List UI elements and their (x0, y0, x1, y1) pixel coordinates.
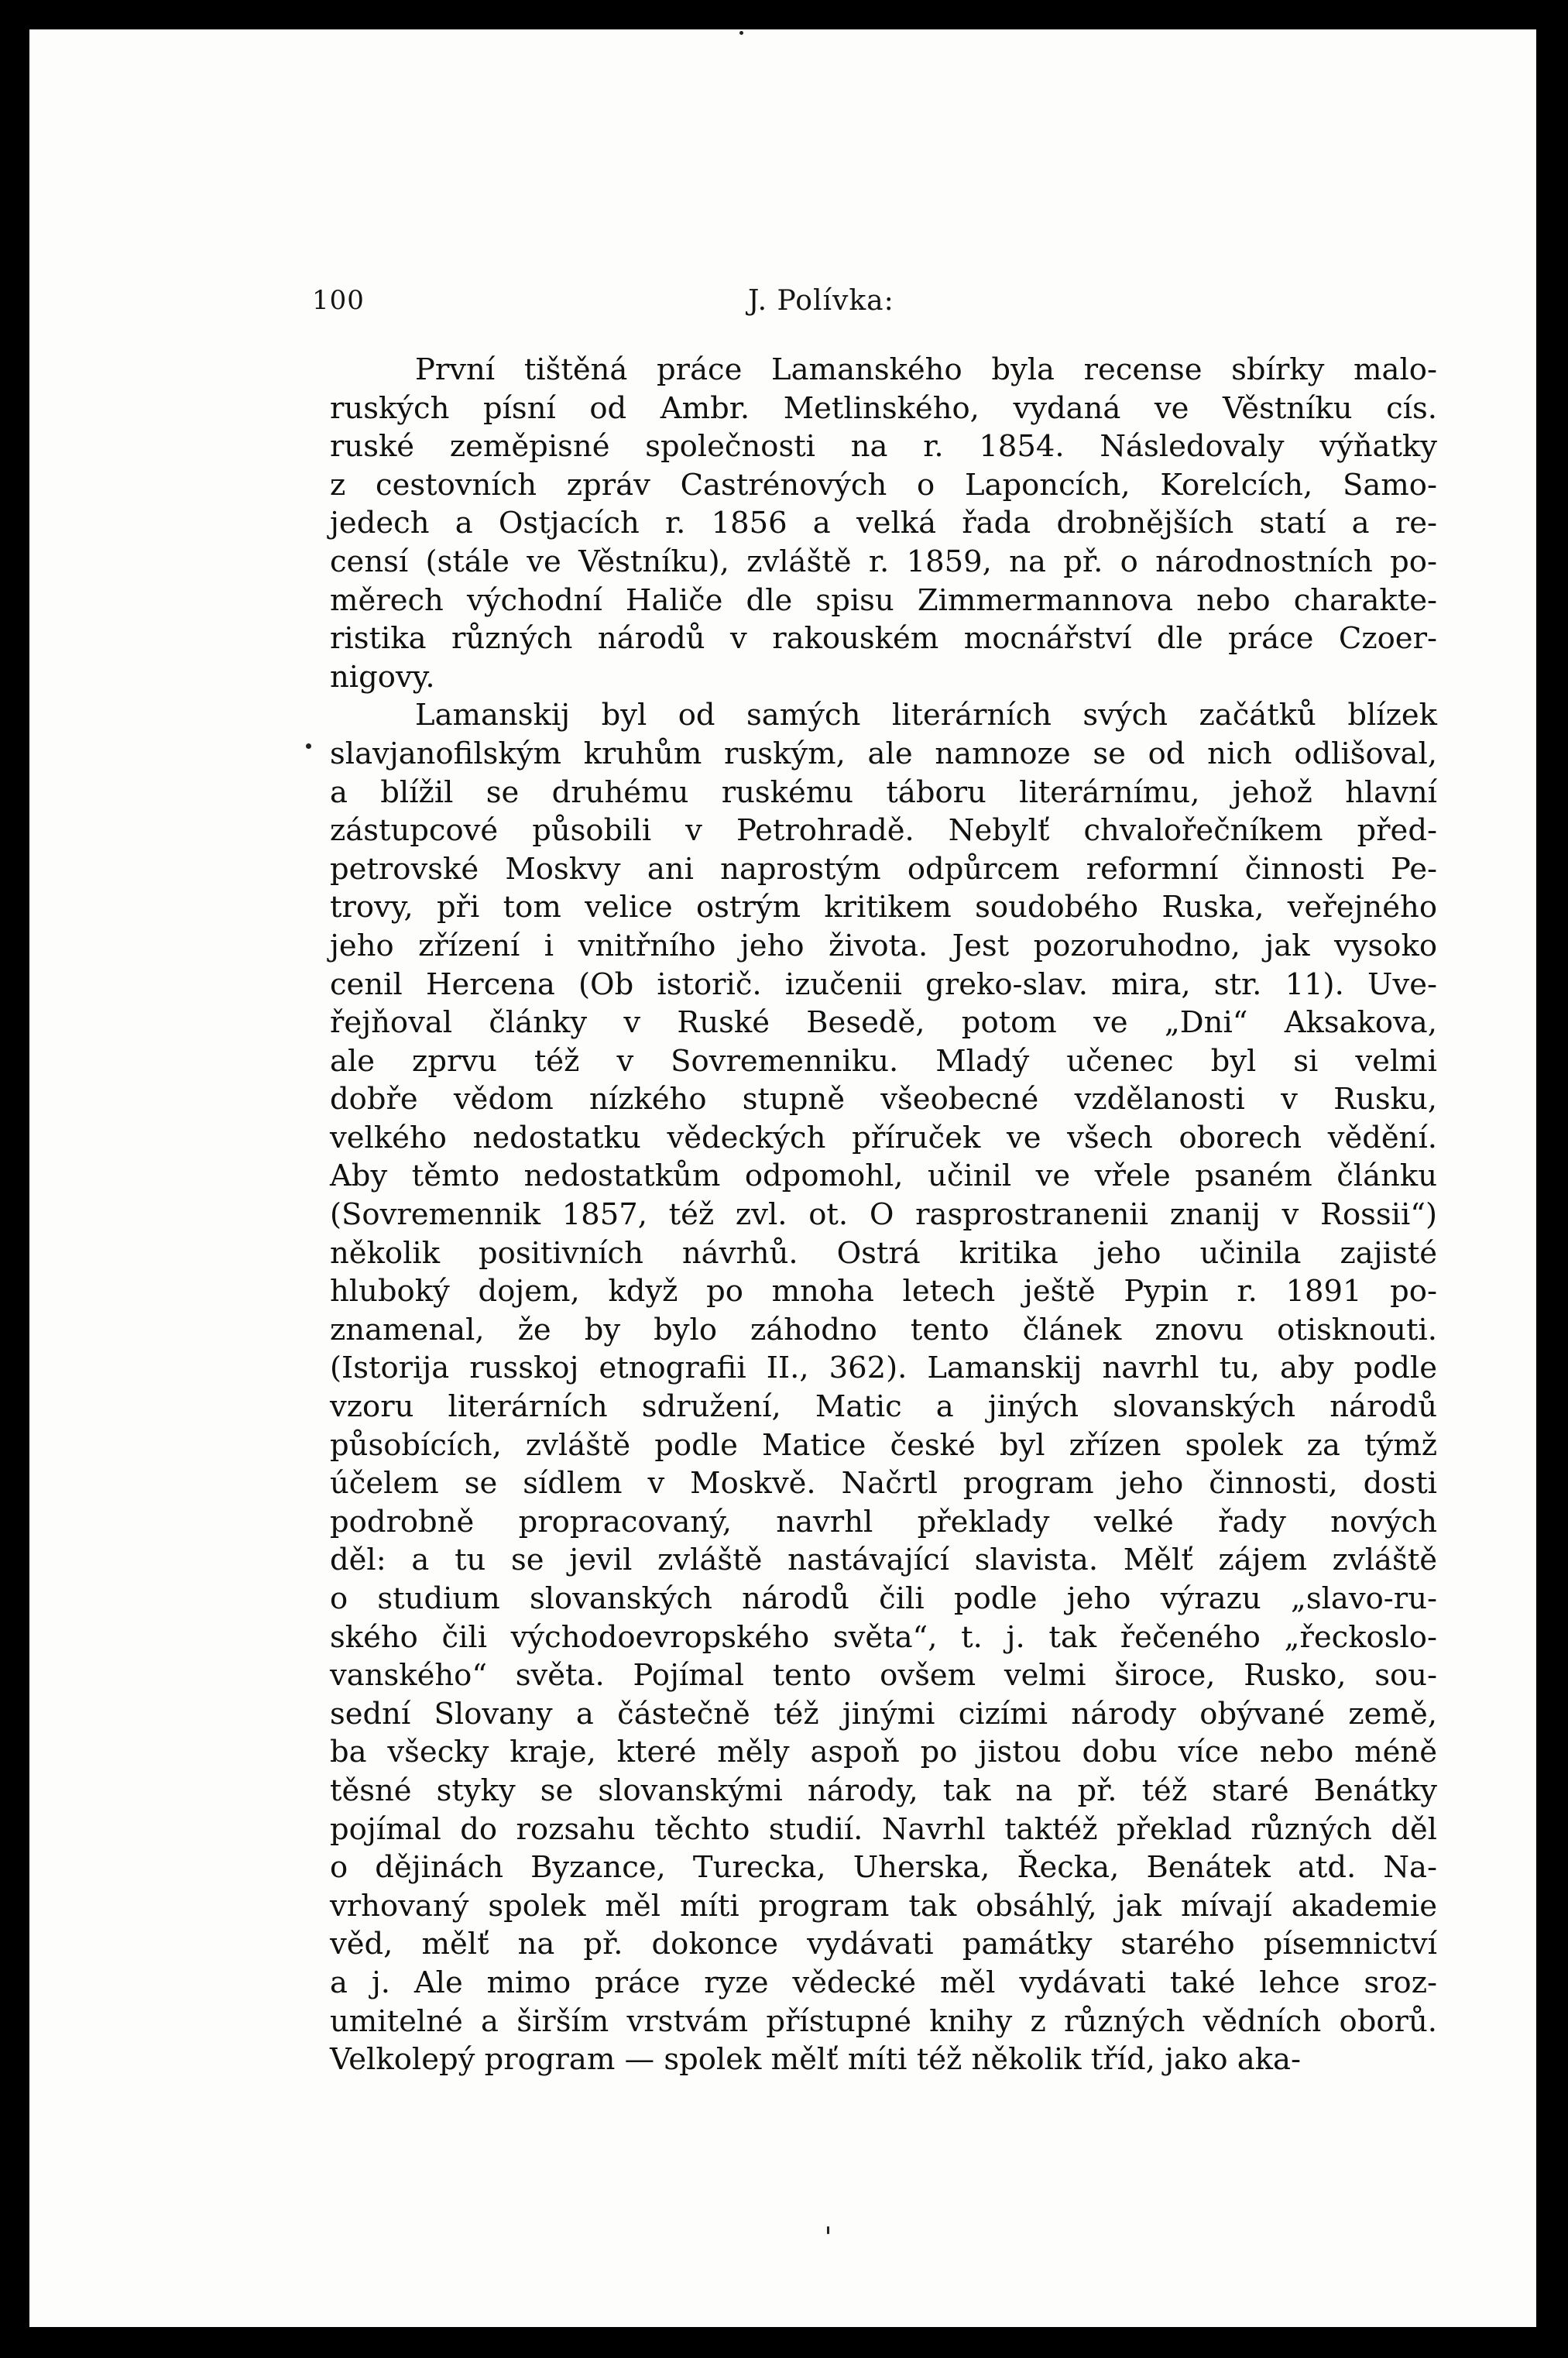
text-line: pojímal do rozsahu těchto studií. Navrhl taktéž překlad různých děl (330, 1811, 1437, 1847)
text-line: ristika různých národů v rakouském mocnářství dle práce Czoer- (330, 621, 1437, 657)
text-line: několik positivních návrhů. Ostrá kritika jeho učinila zajisté (330, 1235, 1437, 1271)
print-speck (306, 743, 311, 749)
text-line: trovy, při tom velice ostrým kritikem soudobého Ruska, veřejného (330, 890, 1437, 925)
text-line: těsné styky se slovanskými národy, tak na př. též staré Benátky (330, 1773, 1437, 1808)
text-line: podrobně propracovaný, navrhl překlady velké řady nových (330, 1504, 1437, 1539)
text-line: z cestovních zpráv Castrénových o Laponcích, Korelcích, Samo- (330, 467, 1437, 503)
text-line: a j. Ale mimo práce ryze vědecké měl vydávati také lehce sroz- (330, 1965, 1437, 2000)
text-line: První tištěná práce Lamanského byla recense sbírky malo- (415, 352, 1437, 387)
page-number: 100 (312, 285, 365, 316)
text-line: věd, mělť na př. dokonce vydávati památky starého písemnictví (330, 1927, 1437, 1962)
text-line: působících, zvláště podle Matice české byl zřízen spolek za týmž (330, 1427, 1437, 1463)
text-line: (Istorija russkoj etnografii II., 362). Lamanskij navrhl tu, aby podle (330, 1351, 1437, 1386)
text-line: Aby těmto nedostatkům odpomohl, učinil ve vřele psaném článku (330, 1158, 1437, 1194)
body-text (330, 351, 1437, 2079)
text-line: děl: a tu se jevil zvláště nastávající slavista. Mělť zájem zvláště (330, 1543, 1437, 1578)
text-line: ského čili východoevropského světa“, t. j. tak řečeného „řeckoslo- (330, 1619, 1437, 1655)
text-line: a blížil se druhému ruskému táboru literárnímu, jehož hlavní (330, 774, 1437, 810)
text-line: Velkolepý program — spolek mělť míti též několik tříd, jako aka- (330, 2042, 1301, 2078)
text-line: účelem se sídlem v Moskvě. Načrtl program jeho činnosti, dosti (330, 1466, 1437, 1502)
text-line: sední Slovany a částečně též jinými cizími národy obývané země, (330, 1696, 1437, 1732)
text-line: ruské zeměpisné společnosti na r. 1854. Následovaly výňatky (330, 429, 1437, 465)
text-line: zástupcové působili v Petrohradě. Nebylť chvalořečníkem před- (330, 813, 1437, 849)
text-line: o dějinách Byzance, Turecka, Uherska, Řecka, Benátek atd. Na- (330, 1850, 1437, 1886)
text-line: měrech východní Haliče dle spisu Zimmermannova nebo charakte- (330, 582, 1437, 618)
text-line: jedech a Ostjacích r. 1856 a velká řada drobnějších statí a re- (330, 506, 1437, 541)
text-line: (Sovremennik 1857, též zvl. ot. O rasprostranenii znanij v Rossii“) (330, 1197, 1437, 1233)
text-line: hluboký dojem, když po mnoha letech ještě Pypin r. 1891 po- (330, 1274, 1437, 1309)
page-header (29, 285, 1536, 331)
text-line: jeho zřízení i vnitřního jeho života. Jest pozoruhodno, jak vysoko (330, 928, 1437, 963)
scanned-page (29, 29, 1536, 2327)
text-line: petrovské Moskvy ani naprostým odpůrcem reformní činnosti Pe- (330, 851, 1437, 887)
text-line: umitelné a širším vrstvám přístupné knihy z různých vědních oborů. (330, 2003, 1437, 2039)
text-line: cenil Hercena (Ob istorič. izučenii greko-slav. mira, str. 11). Uve- (330, 966, 1437, 1002)
print-speck (739, 31, 743, 35)
paragraph-2 (330, 696, 1437, 2078)
text-line: Lamanskij byl od samých literárních svých začátků blízek (415, 698, 1437, 733)
text-line: nigovy. (330, 659, 435, 695)
text-line: řejňoval články v Ruské Besedě, potom ve „Dni“ Aksakova, (330, 1005, 1437, 1041)
text-line: vrhovaný spolek měl míti program tak obsáhlý, jak mívají akademie (330, 1888, 1437, 1924)
text-line: znamenal, že by bylo záhodno tento článek znovu otisknouti. (330, 1312, 1437, 1347)
text-line: vanského“ světa. Pojímal tento ovšem velmi široce, Rusko, sou- (330, 1658, 1437, 1694)
text-line: vzoru literárních sdružení, Matic a jiných slovanských národů (330, 1389, 1437, 1425)
paragraph-1 (330, 351, 1437, 696)
running-head: J. Polívka: (748, 285, 894, 317)
text-line: slavjanofilským kruhům ruským, ale namnoze se od nich odlišoval, (330, 736, 1437, 771)
text-line: ruských písní od Ambr. Metlinského, vydaná ve Věstníku cís. (330, 390, 1437, 426)
text-line: ba všecky kraje, které měly aspoň po jistou dobu více nebo méně (330, 1735, 1437, 1770)
text-line: censí (stále ve Věstníku), zvláště r. 1859, na př. o národnostních po- (330, 544, 1437, 579)
text-line: dobře vědom nízkého stupně všeobecné vzdělanosti v Rusku, (330, 1082, 1437, 1117)
print-speck (827, 2226, 829, 2234)
text-line: velkého nedostatku vědeckých příruček ve všech oborech vědění. (330, 1120, 1437, 1155)
text-line: ale zprvu též v Sovremenniku. Mladý učenec byl si velmi (330, 1043, 1437, 1079)
text-line: o studium slovanských národů čili podle jeho výrazu „slavo-ru- (330, 1581, 1437, 1616)
